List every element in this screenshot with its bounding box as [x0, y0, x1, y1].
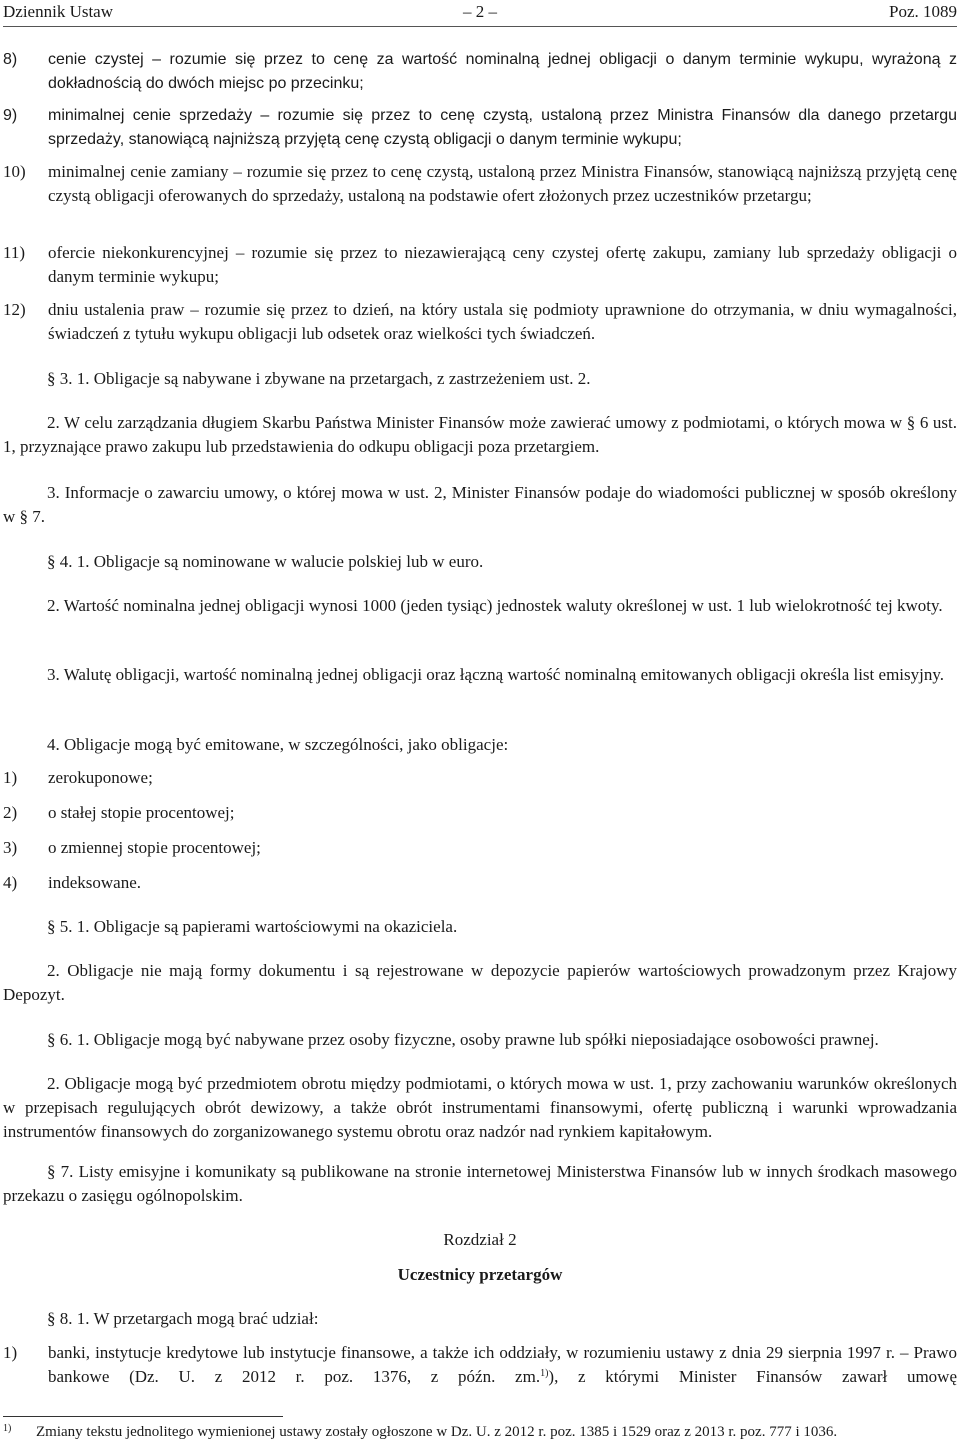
paragraph-3-2: 2. W celu zarządzania długiem Skarbu Państwa Minister Finansów może zawierać umowy z podmiotami, o których mowa w § 6 ust. 1, przyznające prawo zakupu lub przedstawienia do odkupu obligacji poza przetargiem.: [3, 413, 957, 456]
definition-number: 8): [3, 51, 18, 68]
page-header: [3, 0, 957, 27]
definition-item: [3, 298, 957, 346]
bond-type-text: indeksowane.: [48, 873, 142, 892]
participant-text-b: ), z którymi Minister Finansów zawarł umowę: [548, 1367, 957, 1386]
definition-text: dniu ustalenia praw – rozumie się przez to dzień, na który ustala się podmioty uprawnione do otrzymania, w dniu wymagalności, świadczeń z tytułu wykupu obligacji lub odsetek oraz wielkości tych świadczeń.: [48, 300, 957, 343]
definition-item: [3, 241, 957, 289]
journal-title: Dziennik Ustaw: [3, 2, 114, 21]
participant-number: 1): [3, 1343, 18, 1362]
bond-type-number: 2): [3, 803, 18, 822]
definition-text: cenie czystej – rozumie się przez to cenę za wartość nominalną jednej obligacji o danym terminie wykupu, wyrażoną z dokładnością do dwóch miejsc po przecinku;: [48, 51, 957, 92]
footnote-reference[interactable]: 1): [540, 1368, 549, 1379]
participant-text: [48, 1341, 957, 1389]
page-number: – 2 –: [463, 2, 497, 21]
definition-number: 9): [3, 107, 18, 124]
definition-item: [3, 104, 957, 152]
bond-type-text: o zmiennej stopie procentowej;: [48, 838, 261, 857]
bond-type-item: [3, 766, 957, 790]
position-number: Poz. 1089: [889, 2, 957, 21]
paragraph-5-1: § 5. 1. Obligacje są papierami wartościowymi na okaziciela.: [47, 917, 458, 936]
footnote-separator: [3, 1416, 283, 1417]
paragraph-8-1: § 8. 1. W przetargach mogą brać udział:: [47, 1309, 319, 1328]
paragraph-7: § 7. Listy emisyjne i komunikaty są publikowane na stronie internetowej Ministerstwa Finansów lub w innych środkach masowego przekazu o zasięgu ogólnopolskim.: [3, 1162, 957, 1205]
bond-type-text: zerokuponowe;: [48, 768, 153, 787]
paragraph-4-1: § 4. 1. Obligacje są nominowane w walucie polskiej lub w euro.: [47, 552, 484, 571]
definition-item: [3, 160, 957, 208]
bond-type-item: [3, 801, 957, 825]
bond-type-number: 4): [3, 873, 18, 892]
paragraph-4-4: 4. Obligacje mogą być emitowane, w szczególności, jako obligacje:: [47, 735, 509, 754]
participant-text-a: banki, instytucje kredytowe lub instytucje finansowe, a także ich oddziały, w rozumieniu ustawy z dnia 29 sierpnia 1997 r. – Prawo bankowe (Dz. U. z 2012 r. poz. 1376, z późn. zm.: [48, 1343, 957, 1386]
definition-number: 11): [3, 243, 26, 262]
paragraph-6-2: 2. Obligacje mogą być przedmiotem obrotu między podmiotami, o których mowa w ust. 1, przy zachowaniu warunków określonych w przepisach regulujących obrót dewizowy, a także obrót instrumentami finansowymi, ofertę publiczną i warunki wprowadzania instrumentów finansowych do zorganizowanego systemu obrotu oraz nadzór nad rynkiem kapitałowym.: [3, 1074, 957, 1141]
paragraph-4-3: 3. Walutę obligacji, wartość nominalną jednej obligacji oraz łączną wartość nominalną emitowanych obligacji określa list emisyjny.: [47, 665, 944, 684]
paragraph-5-2: 2. Obligacje nie mają formy dokumentu i są rejestrowane w depozycie papierów wartościowych prowadzonym przez Krajowy Depozyt.: [3, 961, 957, 1004]
paragraph-4-2: 2. Wartość nominalna jednej obligacji wynosi 1000 (jeden tysiąc) jednostek waluty określonej w ust. 1 lub wielokrotność tej kwoty.: [47, 596, 943, 615]
bond-type-item: [3, 871, 957, 895]
chapter-label: Rozdział 2: [443, 1230, 517, 1249]
footnote-text: Zmiany tekstu jednolitego wymienionej ustawy zostały ogłoszone w Dz. U. z 2012 r. poz. 1385 i 1529 oraz z 2013 r. poz. 777 i 1036.: [36, 1424, 838, 1440]
bond-type-text: o stałej stopie procentowej;: [48, 803, 235, 822]
bond-type-number: 1): [3, 768, 18, 787]
footnote-mark: 1): [3, 1423, 12, 1434]
paragraph-6-1: § 6. 1. Obligacje mogą być nabywane przez osoby fizyczne, osoby prawne lub spółki nieposiadające osobowości prawnej.: [47, 1030, 879, 1049]
bond-type-item: [3, 836, 957, 860]
definition-text: minimalnej cenie sprzedaży – rozumie się przez to cenę czystą, ustaloną przez Ministra Finansów dla danego przetargu sprzedaży, stanowiącą najniższą przyjętą cenę czystą obligacji o danym terminie wykupu;: [48, 107, 957, 148]
definition-item: [3, 48, 957, 96]
definition-text: minimalnej cenie zamiany – rozumie się przez to cenę czystą, ustaloną przez Ministra Finansów, stanowiącą najniższą przyjętą cenę czystą obligacji oferowanych do sprzedaży, ustaloną na podstawie ofert złożonych przez uczestników przetargu;: [48, 162, 957, 205]
bond-type-number: 3): [3, 838, 18, 857]
footnote: [3, 1422, 957, 1442]
chapter-title: Uczestnicy przetargów: [397, 1265, 563, 1284]
definition-number: 12): [3, 300, 26, 319]
paragraph-3-1: § 3. 1. Obligacje są nabywane i zbywane na przetargach, z zastrzeżeniem ust. 2.: [47, 369, 591, 388]
definition-text: ofercie niekonkurencyjnej – rozumie się przez to niezawierającą ceny czystej ofertę zakupu, zamiany lub sprzedaży obligacji o danym terminie wykupu;: [48, 243, 957, 286]
participant-item: [3, 1341, 957, 1389]
paragraph-3-3: 3. Informacje o zawarciu umowy, o której mowa w ust. 2, Minister Finansów podaje do wiadomości publicznej w sposób określony w § 7.: [3, 483, 957, 526]
definition-number: 10): [3, 162, 26, 181]
